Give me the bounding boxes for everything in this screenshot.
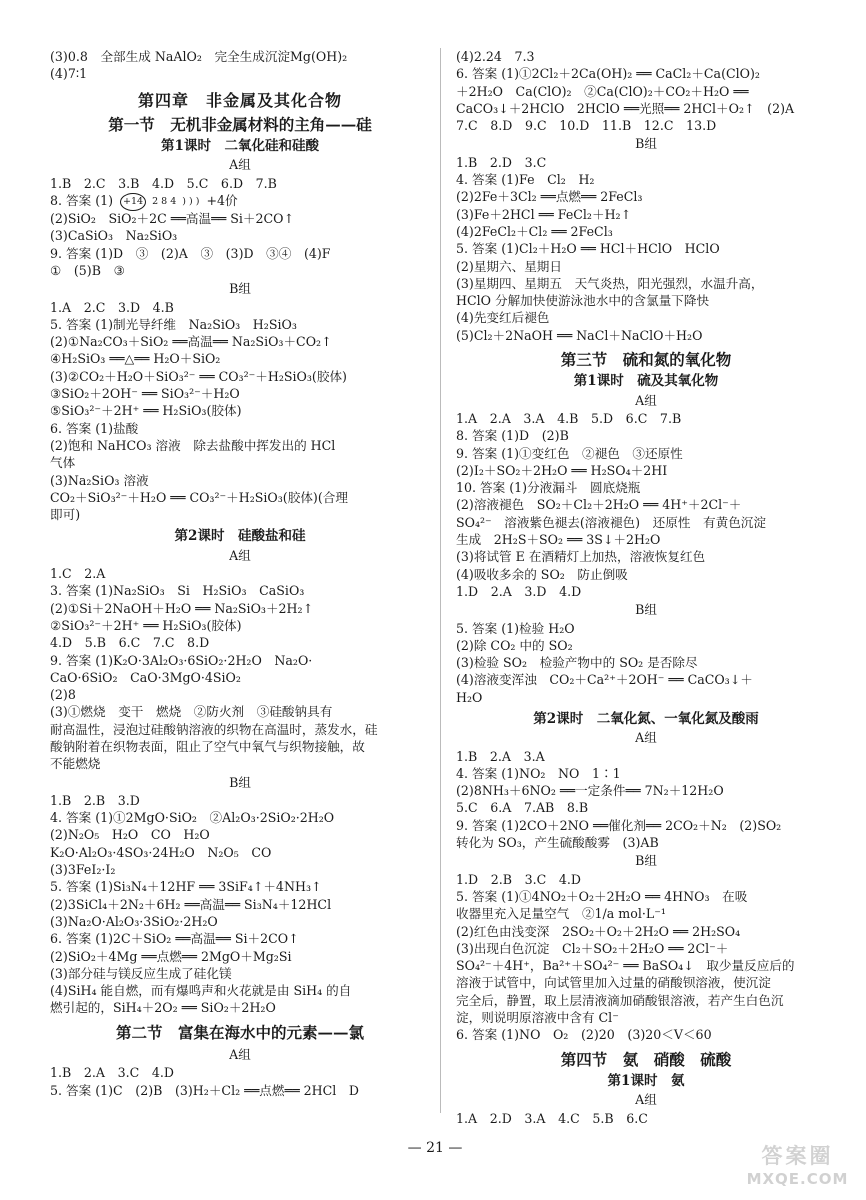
answer-line: 5. 答案 (1)C (2)B (3)H₂＋Cl₂ ══点燃══ 2HCl D [50, 1082, 360, 1098]
answer-line: (2)SiO₂＋4Mg ══点燃══ 2MgO＋Mg₂Si [50, 948, 292, 964]
left-lines-2 [50, 210, 430, 279]
answer-line: (2)红色由浅变深 2SO₂＋O₂＋2H₂O ══ 2H₂SO₄ [456, 923, 741, 939]
answer-line: (3)Fe＋2HCl ══ FeCl₂＋H₂↑ [456, 206, 632, 222]
answer-line: 9. 答案 (1)①变红色 ②褪色 ③还原性 [456, 445, 683, 461]
watermark-logo [735, 1140, 860, 1196]
answer-line: 5. 答案 (1)Si₃N₄＋12HF ══ 3SiF₄↑＋4NH₃↑ [50, 879, 322, 895]
group-label: B组 [229, 774, 251, 790]
answer-line: (2)3SiCl₄＋2N₂＋6H₂ ══高温══ Si₃N₄＋12HCl [50, 896, 332, 912]
answer-line: (3)出现白色沉淀 Cl₂＋SO₂＋2H₂O ══ 2Cl⁻＋ [456, 940, 729, 956]
answer-line: 10. 答案 (1)分液漏斗 圆底烧瓶 [456, 480, 641, 496]
section-title-chlorine: 第二节 富集在海水中的元素——氯 [115, 1022, 364, 1042]
answer-line: (3)Na₂SiO₃ 溶液 [50, 472, 149, 488]
answer-line: (4)溶液变浑浊 CO₂＋Ca²⁺＋2OH⁻ ══ CaCO₃↓＋ [456, 672, 753, 688]
answer-line: 8. 答案 (1)D (2)B [456, 428, 569, 444]
answer-line: 4. 答案 (1)Fe Cl₂ H₂ [456, 172, 595, 188]
answer-line: 4. 答案 (1)NO₂ NO 1∶1 [456, 765, 621, 781]
group-label: A组 [635, 730, 657, 746]
chapter-title: 第四章 非金属及其化合物 [137, 90, 342, 110]
lesson-title-sulfur: 第1课时 硫及其氧化物 [573, 373, 719, 390]
answer-line: (3)Na₂O·Al₂O₃·3SiO₂·2H₂O [50, 913, 218, 929]
atom-nucleus: +14 [120, 193, 146, 211]
group-label: B组 [229, 281, 251, 297]
answer-line: ②SiO₃²⁻＋2H⁺ ══ H₂SiO₃(胶体) [50, 617, 242, 633]
answer-line: 1.D 2.B 3.C 4.D [456, 871, 581, 887]
answer-line: (4)先变红后褪色 [456, 310, 550, 326]
answer-line: (3)检验 SO₂ 检验产物中的 SO₂ 是否除尽 [456, 655, 698, 671]
answer-line: (2)2Fe＋3Cl₂ ══点燃══ 2FeCl₃ [456, 189, 643, 205]
section-title-silicon: 第一节 无机非金属材料的主角——硅 [108, 114, 372, 134]
right-lines-5 [456, 748, 836, 852]
answer-line: 4.D 5.B 6.C 7.C 8.D [50, 635, 210, 651]
answer-line: (5)Cl₂＋2NaOH ══ NaCl＋NaClO＋H₂O [456, 327, 703, 343]
atom-suffix: +4价 [206, 193, 238, 209]
answer-line: 5. 答案 (1)Cl₂＋H₂O ══ HCl＋HClO HClO [456, 241, 720, 257]
left-column [50, 48, 430, 1099]
left-lines-6 [50, 1064, 430, 1099]
right-lines-1 [456, 48, 836, 134]
lesson-title-silica: 第1课时 二氧化硅和硅酸 [161, 138, 319, 155]
answer-line: CO₂＋SiO₃²⁻＋H₂O ══ CO₃²⁻＋H₂SiO₃(胶体)(合理 [50, 489, 348, 505]
answer-line: H₂O [456, 689, 483, 705]
right-lines-7 [456, 1110, 836, 1127]
answer-line: (3)0.8 全部生成 NaAlO₂ 完全生成沉淀Mg(OH)₂ [50, 49, 348, 64]
answer-line: 1.A 2.A 3.A 4.B 5.D 6.C 7.B [456, 410, 682, 426]
answer-line: CaCO₃↓＋2HClO 2HClO ══光照══ 2HCl＋O₂↑ (2)A [456, 100, 795, 116]
answer-line: (2)N₂O₅ H₂O CO H₂O [50, 827, 210, 843]
page-number: — 21 — [407, 1140, 463, 1156]
answer-line: ⑤SiO₃²⁻＋2H⁺ ══ H₂SiO₃(胶体) [50, 403, 242, 419]
answer-line: (4)SiH₄ 能自燃，而有爆鸣声和火花就是由 SiH₄ 的自 [50, 983, 352, 999]
answer-line: (2)8NH₃＋6NO₂ ══一定条件══ 7N₂＋12H₂O [456, 783, 724, 799]
group-label: B组 [635, 136, 657, 152]
answer-line: 9. 答案 (1)2CO＋2NO ══催化剂══ 2CO₂＋N₂ (2)SO₂ [456, 817, 782, 833]
group-label: A组 [229, 547, 251, 563]
answer-line: 淀，则说明原溶液中含有 Cl⁻ [456, 1010, 619, 1026]
answer-line: (2)8 [50, 687, 76, 703]
answer-line: (2)星期六、星期日 [456, 258, 562, 274]
answer-line: 完全后，静置，取上层清液滴加硝酸银溶液，若产生白色沉 [456, 992, 784, 1008]
answer-line: (3)①燃烧 变干 燃烧 ②防火剂 ③硅酸钠具有 [50, 704, 333, 720]
answer-line: 6. 答案 (1)2C＋SiO₂ ══高温══ Si＋2CO↑ [50, 931, 299, 947]
answer-line: (2)I₂＋SO₂＋2H₂O ══ H₂SO₄＋2HI [456, 462, 668, 478]
group-label: A组 [229, 1047, 251, 1063]
answer-line: (4)7∶1 [50, 66, 88, 82]
right-lines-4 [456, 620, 836, 706]
answer-line: ③SiO₂＋2OH⁻ ══ SiO₃²⁻＋H₂O [50, 386, 240, 402]
answer-line: SO₄²⁻＋4H⁺，Ba²⁺＋SO₄²⁻ ══ BaSO₄↓ 取少量反应后的 [456, 958, 795, 974]
section-title-ammonia-acids: 第四节 氨 硝酸 硫酸 [560, 1049, 732, 1069]
answer-line: (4)2FeCl₂＋Cl₂ ══ 2FeCl₃ [456, 223, 613, 239]
answer-line: CaO·6SiO₂ CaO·3MgO·4SiO₂ [50, 669, 241, 685]
answer-line: (2)饱和 NaHCO₃ 溶液 除去盐酸中挥发出的 HCl [50, 437, 336, 453]
column-divider [440, 48, 441, 1113]
answer-line: HClO 分解加快使游泳池水中的含氯量下降快 [456, 293, 710, 309]
answer-line: 不能燃烧 [50, 756, 101, 772]
answer-line: (2)溶液褪色 SO₂＋Cl₂＋2H₂O ══ 4H⁺＋2Cl⁻＋ [456, 497, 742, 513]
answer-line: 7.C 8.D 9.C 10.D 11.B 12.C 13.D [456, 118, 717, 134]
answer-line: ＋2H₂O Ca(ClO)₂ ②Ca(ClO)₂＋CO₂＋H₂O ══ [456, 83, 749, 99]
shell-arcs-icon: ) ) ) [182, 195, 200, 207]
answer-line: 1.A 2.C 3.D 4.B [50, 299, 174, 315]
answer-line: 1.C 2.A [50, 566, 106, 582]
lesson-title-silicate: 第2课时 硅酸盐和硅 [174, 528, 306, 545]
group-label: B组 [635, 602, 657, 618]
answer-line: 5.C 6.A 7.AB 8.B [456, 800, 589, 816]
answer-line: (3)②CO₂＋H₂O＋SiO₃²⁻ ══ CO₃²⁻＋H₂SiO₃(胶体) [50, 368, 347, 384]
left-lines-4 [50, 565, 430, 773]
answer-line: 9. 答案 (1)D ③ (2)A ③ (3)D ③④ (4)F [50, 245, 331, 261]
left-lines-3 [50, 299, 430, 524]
answer-line: (2)①Na₂CO₃＋SiO₂ ══高温══ Na₂SiO₃＋CO₂↑ [50, 334, 332, 350]
answer-line: (3)3FeI₂·I₂ [50, 862, 116, 878]
answer-line: (3)星期四、星期五 天气炎热，阳光强烈，水温升高， [456, 275, 764, 291]
answer-line: 收器里充入足量空气 ②1/a mol·L⁻¹ [456, 906, 666, 922]
answer-line: 生成 2H₂S＋SO₂ ══ 3S↓＋2H₂O [456, 532, 661, 548]
group-label: A组 [635, 392, 657, 408]
answer-line: 1.B 2.B 3.D [50, 792, 140, 808]
answer-line: 1.B 2.D 3.C [456, 154, 547, 170]
answer-line: 燃引起的，SiH₄＋2O₂ ══ SiO₂＋2H₂O [50, 1000, 276, 1016]
answer-line: (3)部分硅与镁反应生成了硅化镁 [50, 965, 232, 981]
answer-line: 气体 [50, 455, 76, 471]
answer-line: 1.D 2.A 3.D 4.D [456, 583, 582, 599]
answer-line: 1.A 2.D 3.A 4.C 5.B 6.C [456, 1110, 648, 1126]
left-lines-5 [50, 792, 430, 1017]
right-lines-6 [456, 871, 836, 1044]
answer-line: SO₄²⁻ 溶液紫色褪去(溶液褪色) 还原性 有黄色沉淀 [456, 514, 766, 530]
right-lines-2 [456, 154, 836, 344]
answer-line: 9. 答案 (1)K₂O·3Al₂O₃·6SiO₂·2H₂O Na₂O· [50, 652, 313, 668]
watermark-bottom: MXQE.COM [746, 1170, 849, 1188]
answer-line: ① (5)B ③ [50, 262, 125, 278]
atom-shells: 2 8 4 [152, 195, 177, 207]
answer-line: 耐高温性，浸泡过硅酸钠溶液的织物在高温时，蒸发水，硅 [50, 721, 378, 737]
watermark-top: 答案圈 [761, 1143, 834, 1168]
answer-line: 酸钠附着在织物表面，阻止了空气中氧气与织物接触，故 [50, 738, 365, 754]
answer-line: 1.B 2.A 3.C 4.D [50, 1065, 174, 1081]
answer-line: 6. 答案 (1)盐酸 [50, 420, 139, 436]
answer-line: (2)SiO₂ SiO₂＋2C ══高温══ Si＋2CO↑ [50, 211, 295, 227]
answer-line: (3)将试管 E 在酒精灯上加热，溶液恢复红色 [456, 549, 706, 565]
lesson-title-nitrogen-oxides: 第2课时 二氧化氮、一氧化氮及酸雨 [533, 710, 759, 727]
answer-line: K₂O·Al₂O₃·4SO₃·24H₂O N₂O₅ CO [50, 844, 272, 860]
answer-line: 1.B 2.C 3.B 4.D 5.C 6.D 7.B [50, 175, 277, 191]
group-label: A组 [635, 1092, 657, 1108]
atom-structure-line [50, 192, 430, 210]
right-lines-3 [456, 410, 836, 600]
answer-line: 即可) [50, 507, 81, 523]
answer-line: (2)除 CO₂ 中的 SO₂ [456, 637, 573, 653]
answer-line: 4. 答案 (1)①2MgO·SiO₂ ②Al₂O₃·2SiO₂·2H₂O [50, 810, 335, 826]
answer-line: (2)①Si＋2NaOH＋H₂O ══ Na₂SiO₃＋2H₂↑ [50, 600, 314, 616]
right-column [456, 48, 836, 1127]
atom-structure-diagram [120, 193, 199, 210]
answer-line: (4)2.24 7.3 [456, 49, 535, 64]
section-title-sulfur-nitrogen: 第三节 硫和氮的氧化物 [560, 350, 732, 370]
group-label: B组 [635, 853, 657, 869]
answer-line: (4)吸收多余的 SO₂ 防止倒吸 [456, 566, 628, 582]
answer-line: (3)CaSiO₃ Na₂SiO₃ [50, 228, 178, 244]
answer-line: 5. 答案 (1)①4NO₂＋O₂＋2H₂O ══ 4HNO₃ 在吸 [456, 888, 748, 904]
lesson-title-ammonia: 第1课时 氨 [607, 1072, 685, 1089]
atom-prefix: 8. 答案 (1) [50, 193, 114, 209]
answer-line: 6. 答案 (1)NO O₂ (2)20 (3)20＜V＜60 [456, 1027, 712, 1043]
group-label: A组 [229, 157, 251, 173]
answer-line: 6. 答案 (1)①2Cl₂＋2Ca(OH)₂ ══ CaCl₂＋Ca(ClO)₂ [456, 66, 760, 82]
answer-line: 溶液于试管中，向试管里加入过量的硝酸钡溶液，使沉淀 [456, 975, 771, 991]
answer-line: 1.B 2.A 3.A [456, 748, 545, 764]
answer-line: 转化为 SO₃，产生硫酸酸雾 (3)AB [456, 835, 659, 851]
answer-line: ④H₂SiO₃ ══△══ H₂O＋SiO₂ [50, 351, 221, 367]
answer-line: 5. 答案 (1)检验 H₂O [456, 620, 575, 636]
answer-line: 5. 答案 (1)制光导纤维 Na₂SiO₃ H₂SiO₃ [50, 316, 297, 332]
left-lines-1 [50, 48, 430, 83]
answer-line: 3. 答案 (1)Na₂SiO₃ Si H₂SiO₃ CaSiO₃ [50, 583, 305, 599]
